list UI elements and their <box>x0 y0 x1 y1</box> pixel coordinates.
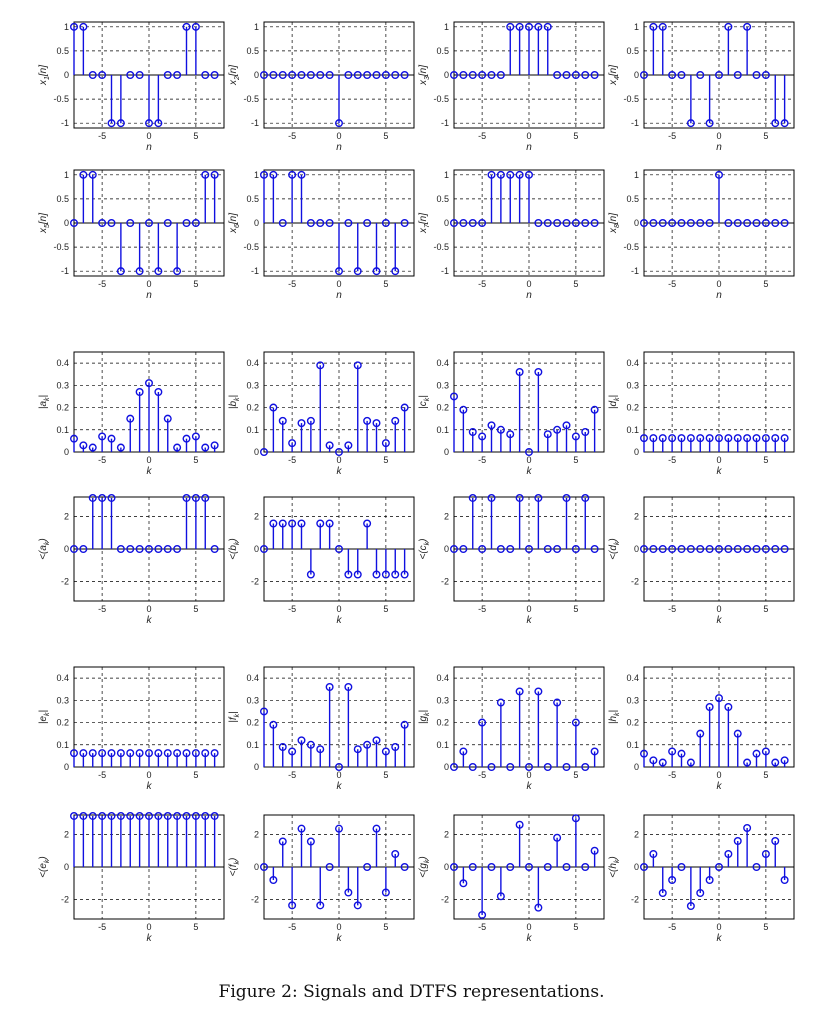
subplot-13 <box>38 495 224 626</box>
y-axis-label: $x_4[n]$ <box>608 64 621 86</box>
x-tick-label: 0 <box>146 455 152 465</box>
y-axis-label: $x_2[n]$ <box>228 64 241 86</box>
x-tick-label: 0 <box>146 770 152 780</box>
y-axis-label: $x_8[n]$ <box>608 212 621 234</box>
x-tick-label: -5 <box>478 131 487 141</box>
y-tick-label: -0.5 <box>433 94 449 105</box>
y-tick-label: 1 <box>63 21 69 32</box>
x-tick-label: 0 <box>716 131 722 141</box>
y-tick-label: 0 <box>253 862 259 872</box>
x-tick-label: -5 <box>668 279 677 289</box>
x-tick-label: 5 <box>763 604 769 614</box>
x-tick-label: 0 <box>146 922 152 932</box>
x-axis-label: k <box>526 466 532 477</box>
y-axis-label: $x_3[n]$ <box>418 64 431 86</box>
y-axis-label: $|f_k|$ <box>228 711 241 723</box>
y-tick-label: 0 <box>633 218 639 228</box>
x-tick-label: 0 <box>336 770 342 780</box>
subplot-2 <box>228 22 414 153</box>
y-tick-label: 0.4 <box>246 673 259 684</box>
y-tick-label: -0.5 <box>53 242 69 253</box>
x-tick-label: 0 <box>336 922 342 932</box>
y-tick-label: 0.1 <box>436 739 449 750</box>
y-tick-label: 0 <box>633 447 639 457</box>
y-tick-label: -0.5 <box>623 242 639 253</box>
y-axis-label: $|g_k|$ <box>418 709 431 725</box>
x-tick-label: 0 <box>336 279 342 289</box>
y-tick-label: -2 <box>250 894 259 905</box>
y-tick-label: -2 <box>250 576 259 587</box>
subplot-16 <box>608 497 794 626</box>
x-axis-label: n <box>716 142 722 153</box>
x-tick-label: -5 <box>478 770 487 780</box>
x-tick-label: 5 <box>573 279 579 289</box>
y-tick-label: -1 <box>60 118 69 129</box>
x-tick-label: 5 <box>573 604 579 614</box>
subplot-4 <box>608 22 794 153</box>
y-tick-label: -2 <box>630 894 639 905</box>
y-tick-label: 0.2 <box>436 717 449 728</box>
x-tick-label: 0 <box>526 770 532 780</box>
y-tick-label: 0.4 <box>246 358 259 369</box>
x-axis-label: n <box>336 290 342 301</box>
x-tick-label: 5 <box>193 279 199 289</box>
y-axis-label: $<(d_k)$ <box>608 538 621 560</box>
x-tick-label: -5 <box>98 770 107 780</box>
y-tick-label: -0.5 <box>53 94 69 105</box>
y-tick-label: -1 <box>440 118 449 129</box>
y-tick-label: 0.5 <box>626 193 639 204</box>
y-tick-label: 0.3 <box>436 380 449 391</box>
subplot-12 <box>608 352 794 477</box>
y-tick-label: 0 <box>633 544 639 554</box>
x-tick-label: -5 <box>668 131 677 141</box>
y-tick-label: 0 <box>253 70 259 80</box>
x-tick-label: 5 <box>383 770 389 780</box>
x-tick-label: -5 <box>98 604 107 614</box>
y-tick-label: -1 <box>440 266 449 277</box>
x-tick-label: 0 <box>716 922 722 932</box>
x-tick-label: 0 <box>716 455 722 465</box>
x-tick-label: 0 <box>716 604 722 614</box>
y-tick-label: 0.3 <box>56 695 69 706</box>
y-tick-label: 0 <box>443 447 449 457</box>
x-tick-label: 0 <box>336 131 342 141</box>
x-tick-label: -5 <box>288 279 297 289</box>
y-tick-label: 0.2 <box>246 717 259 728</box>
x-tick-label: 0 <box>716 770 722 780</box>
y-tick-label: 0 <box>633 762 639 772</box>
y-tick-label: 0.5 <box>56 45 69 56</box>
y-tick-label: -2 <box>60 894 69 905</box>
y-tick-label: 0 <box>63 762 69 772</box>
figure-caption: Figure 2: Signals and DTFS representations. <box>218 982 605 1002</box>
y-tick-label: -2 <box>60 576 69 587</box>
y-axis-label: $|e_k|$ <box>38 709 51 725</box>
subplot-20 <box>608 667 794 792</box>
subplot-1 <box>38 22 224 153</box>
y-tick-label: -1 <box>630 266 639 277</box>
y-tick-label: 0.2 <box>56 402 69 413</box>
y-tick-label: 0 <box>443 762 449 772</box>
x-tick-label: -5 <box>288 604 297 614</box>
x-axis-label: k <box>146 781 152 792</box>
x-tick-label: 5 <box>763 770 769 780</box>
x-tick-label: 5 <box>573 131 579 141</box>
y-tick-label: 1 <box>253 169 259 180</box>
x-tick-label: -5 <box>668 604 677 614</box>
y-tick-label: 0 <box>63 862 69 872</box>
x-tick-label: 5 <box>573 770 579 780</box>
y-tick-label: -1 <box>250 118 259 129</box>
y-tick-label: -2 <box>630 576 639 587</box>
x-tick-label: 5 <box>193 131 199 141</box>
y-tick-label: 0 <box>443 544 449 554</box>
y-axis-label: $<(a_k)$ <box>38 538 51 560</box>
y-axis-label: $x_6[n]$ <box>228 212 241 234</box>
x-axis-label: k <box>146 466 152 477</box>
x-tick-label: 5 <box>383 131 389 141</box>
x-tick-label: -5 <box>288 131 297 141</box>
x-axis-label: k <box>716 933 722 944</box>
x-tick-label: -5 <box>98 131 107 141</box>
x-tick-label: 0 <box>526 279 532 289</box>
y-axis-label: $|h_k|$ <box>608 709 621 725</box>
x-axis-label: k <box>336 933 342 944</box>
y-tick-label: 0.4 <box>436 358 449 369</box>
y-tick-label: 0.3 <box>626 695 639 706</box>
y-tick-label: 0 <box>443 70 449 80</box>
subplot-18 <box>228 667 414 792</box>
x-axis-label: k <box>526 933 532 944</box>
y-axis-label: $|b_k|$ <box>228 394 241 410</box>
x-tick-label: -5 <box>288 455 297 465</box>
y-tick-label: 1 <box>443 21 449 32</box>
subplot-22 <box>228 815 414 944</box>
subplot-24 <box>608 815 794 944</box>
x-tick-label: 0 <box>716 279 722 289</box>
x-axis-label: n <box>526 142 532 153</box>
subplot-23 <box>418 815 604 944</box>
y-tick-label: 0.5 <box>626 45 639 56</box>
y-axis-label: $<(g_k)$ <box>418 856 431 878</box>
y-tick-label: -2 <box>440 576 449 587</box>
y-tick-label: 0 <box>63 218 69 228</box>
y-tick-label: 0.1 <box>246 424 259 435</box>
x-axis-label: n <box>716 290 722 301</box>
y-tick-label: 0.3 <box>246 380 259 391</box>
y-tick-label: 0.1 <box>626 739 639 750</box>
y-tick-label: 0 <box>63 70 69 80</box>
x-tick-label: -5 <box>98 922 107 932</box>
y-tick-label: 1 <box>253 21 259 32</box>
x-tick-label: 5 <box>383 604 389 614</box>
subplot-15 <box>418 495 604 626</box>
y-tick-label: 1 <box>443 169 449 180</box>
x-tick-label: 5 <box>193 455 199 465</box>
x-axis-label: k <box>336 466 342 477</box>
y-tick-label: 2 <box>633 829 639 840</box>
x-tick-label: -5 <box>98 455 107 465</box>
x-axis-label: n <box>526 290 532 301</box>
y-axis-label: $|c_k|$ <box>418 395 431 409</box>
y-axis-label: $x_5[n]$ <box>38 212 51 234</box>
y-tick-label: 0 <box>253 762 259 772</box>
y-tick-label: 0.2 <box>626 402 639 413</box>
x-axis-label: k <box>146 933 152 944</box>
x-tick-label: 5 <box>573 455 579 465</box>
x-tick-label: 5 <box>193 604 199 614</box>
x-tick-label: -5 <box>668 770 677 780</box>
y-tick-label: 2 <box>63 829 69 840</box>
y-tick-label: 0.5 <box>436 193 449 204</box>
y-tick-label: 0.4 <box>626 358 639 369</box>
y-tick-label: 0.2 <box>56 717 69 728</box>
y-tick-label: 0.4 <box>56 673 69 684</box>
y-tick-label: -2 <box>440 894 449 905</box>
y-axis-label: $<(f_k)$ <box>228 857 241 877</box>
x-tick-label: 0 <box>146 604 152 614</box>
subplot-17 <box>38 667 224 792</box>
x-tick-label: 0 <box>146 131 152 141</box>
y-tick-label: 0 <box>443 862 449 872</box>
x-tick-label: 5 <box>193 770 199 780</box>
y-tick-label: 0 <box>63 447 69 457</box>
subplot-19 <box>418 667 604 792</box>
y-tick-label: 0 <box>633 70 639 80</box>
x-tick-label: -5 <box>288 922 297 932</box>
x-axis-label: k <box>716 615 722 626</box>
x-axis-label: k <box>716 781 722 792</box>
x-tick-label: 0 <box>526 922 532 932</box>
subplot-3 <box>418 22 604 153</box>
x-tick-label: 5 <box>763 131 769 141</box>
y-tick-label: 0.5 <box>246 193 259 204</box>
y-tick-label: 0.2 <box>626 717 639 728</box>
y-tick-label: -0.5 <box>243 242 259 253</box>
subplot-14 <box>228 497 414 626</box>
y-tick-label: -0.5 <box>623 94 639 105</box>
subplot-21 <box>38 813 224 944</box>
x-axis-label: n <box>336 142 342 153</box>
y-tick-label: 0.4 <box>436 673 449 684</box>
x-tick-label: 0 <box>336 455 342 465</box>
y-tick-label: -1 <box>60 266 69 277</box>
y-axis-label: $|a_k|$ <box>38 394 51 410</box>
x-tick-label: 5 <box>573 922 579 932</box>
x-tick-label: 0 <box>526 604 532 614</box>
y-axis-label: $<(c_k)$ <box>418 538 431 560</box>
y-tick-label: 0.3 <box>246 695 259 706</box>
x-tick-label: 5 <box>383 455 389 465</box>
y-tick-label: 0 <box>63 544 69 554</box>
x-tick-label: 5 <box>763 922 769 932</box>
y-tick-label: 2 <box>443 829 449 840</box>
y-axis-label: $x_7[n]$ <box>418 212 431 234</box>
y-axis-label: $<(e_k)$ <box>38 856 51 878</box>
y-tick-label: 0.2 <box>436 402 449 413</box>
subplot-9 <box>38 352 224 477</box>
x-axis-label: k <box>336 615 342 626</box>
y-tick-label: 1 <box>633 169 639 180</box>
y-tick-label: 2 <box>253 511 259 522</box>
y-tick-label: 2 <box>63 511 69 522</box>
x-axis-label: n <box>146 290 152 301</box>
y-tick-label: 0.1 <box>56 739 69 750</box>
y-tick-label: 0 <box>443 218 449 228</box>
y-tick-label: 0 <box>253 447 259 457</box>
y-tick-label: 0.1 <box>626 424 639 435</box>
y-tick-label: 2 <box>633 511 639 522</box>
x-tick-label: -5 <box>98 279 107 289</box>
x-tick-label: 5 <box>763 455 769 465</box>
x-axis-label: k <box>716 466 722 477</box>
y-tick-label: 0.2 <box>246 402 259 413</box>
y-tick-label: 0.3 <box>436 695 449 706</box>
y-tick-label: 0.1 <box>56 424 69 435</box>
y-axis-label: $<(h_k)$ <box>608 856 621 878</box>
y-tick-label: 0 <box>633 862 639 872</box>
y-axis-label: $|d_k|$ <box>608 394 621 410</box>
x-axis-label: k <box>526 615 532 626</box>
x-tick-label: 0 <box>526 131 532 141</box>
y-tick-label: 1 <box>63 169 69 180</box>
x-tick-label: -5 <box>478 604 487 614</box>
y-tick-label: -0.5 <box>243 94 259 105</box>
y-tick-label: -1 <box>250 266 259 277</box>
x-tick-label: -5 <box>288 770 297 780</box>
subplot-7 <box>418 170 604 301</box>
y-tick-label: 2 <box>253 829 259 840</box>
x-tick-label: 5 <box>763 279 769 289</box>
subplot-11 <box>418 352 604 477</box>
x-tick-label: -5 <box>478 922 487 932</box>
subplot-6 <box>228 170 414 301</box>
x-axis-label: k <box>146 615 152 626</box>
x-axis-label: k <box>336 781 342 792</box>
y-tick-label: -0.5 <box>433 242 449 253</box>
y-tick-label: -1 <box>630 118 639 129</box>
y-tick-label: 0.1 <box>436 424 449 435</box>
x-tick-label: 0 <box>146 279 152 289</box>
y-tick-label: 2 <box>443 511 449 522</box>
y-tick-label: 0.4 <box>56 358 69 369</box>
x-tick-label: 0 <box>526 455 532 465</box>
y-tick-label: 0.1 <box>246 739 259 750</box>
y-axis-label: $x_1[n]$ <box>38 64 51 86</box>
x-tick-label: -5 <box>668 455 677 465</box>
x-tick-label: -5 <box>478 279 487 289</box>
y-tick-label: 1 <box>633 21 639 32</box>
x-tick-label: 5 <box>383 922 389 932</box>
subplot-5 <box>38 170 224 301</box>
x-axis-label: k <box>526 781 532 792</box>
y-tick-label: 0.5 <box>436 45 449 56</box>
x-tick-label: -5 <box>668 922 677 932</box>
x-tick-label: -5 <box>478 455 487 465</box>
y-axis-label: $<(b_k)$ <box>228 538 241 560</box>
subplot-10 <box>228 352 414 477</box>
y-tick-label: 0.3 <box>56 380 69 391</box>
x-tick-label: 5 <box>193 922 199 932</box>
y-tick-label: 0.5 <box>246 45 259 56</box>
x-tick-label: 5 <box>383 279 389 289</box>
y-tick-label: 0.4 <box>626 673 639 684</box>
x-axis-label: n <box>146 142 152 153</box>
y-tick-label: 0.3 <box>626 380 639 391</box>
y-tick-label: 0 <box>253 218 259 228</box>
y-tick-label: 0.5 <box>56 193 69 204</box>
y-tick-label: 0 <box>253 544 259 554</box>
x-tick-label: 0 <box>336 604 342 614</box>
subplot-8 <box>608 170 794 301</box>
